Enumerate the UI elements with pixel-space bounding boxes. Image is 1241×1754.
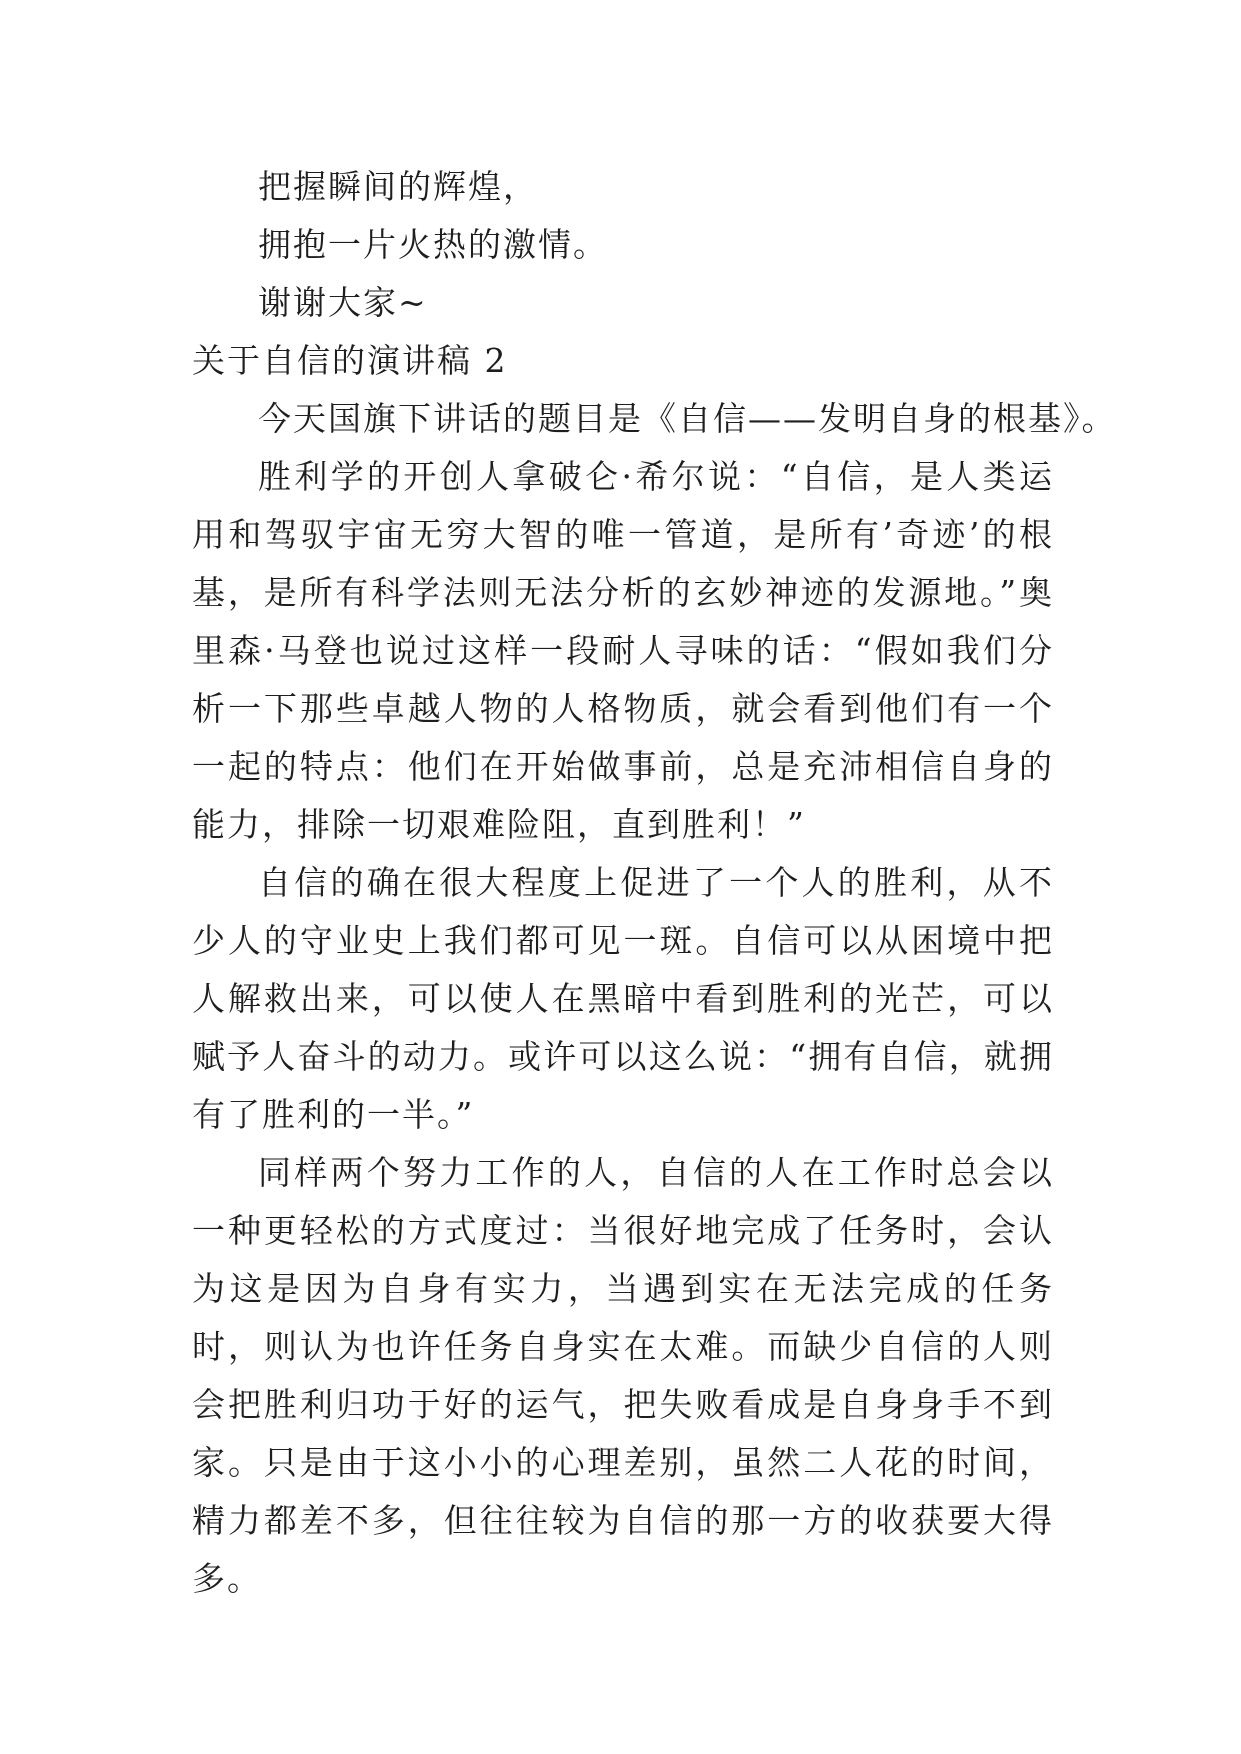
paragraph: 今天国旗下讲话的题目是《自信——发明自身的根基》。 xyxy=(258,399,1117,438)
paragraph: 同样两个努力工作的人，自信的人在工作时总会以一种更轻松的方式度过：当很好地完成了任务时，会认为这是因为自身有实力，当遇到实在无法完成的任务时，则认为也许任务自身实在太难。而缺少自信的人则会把胜利归功于好的运气，把失败看成是自身身手不到家。只是由于这小小的心理差别，虽然二人花的时间，精力都差不多，但往往较为自信的那一方的收获要大得多。 xyxy=(192,1153,1054,1598)
text-line: 把握瞬间的辉煌， xyxy=(258,167,538,206)
text-line: 谢谢大家~ xyxy=(258,283,428,322)
paragraph: 自信的确在很大程度上促进了一个人的胜利，从不少人的守业史上我们都可见一斑。自信可以从困境中把人解救出来，可以使人在黑暗中看到胜利的光芒，可以赋予人奋斗的动力。或许可以这么说：“拥有自信，就拥有了胜利的一半。” xyxy=(192,863,1054,1134)
section-heading: 关于自信的演讲稿 2 xyxy=(192,341,508,380)
paragraph: 胜利学的开创人拿破仑·希尔说：“自信，是人类运用和驾驭宇宙无穷大智的唯一管道，是所有’奇迹’的根基，是所有科学法则无法分析的玄妙神迹的发源地。”奥里森·马登也说过这样一段耐人寻味的话：“假如我们分析一下那些卓越人物的人格物质，就会看到他们有一个一起的特点：他们在开始做事前，总是充沛相信自身的能力，排除一切艰难险阻，直到胜利！” xyxy=(192,457,1054,844)
document-body xyxy=(192,158,1117,1608)
text-line: 拥抱一片火热的激情。 xyxy=(258,225,608,264)
